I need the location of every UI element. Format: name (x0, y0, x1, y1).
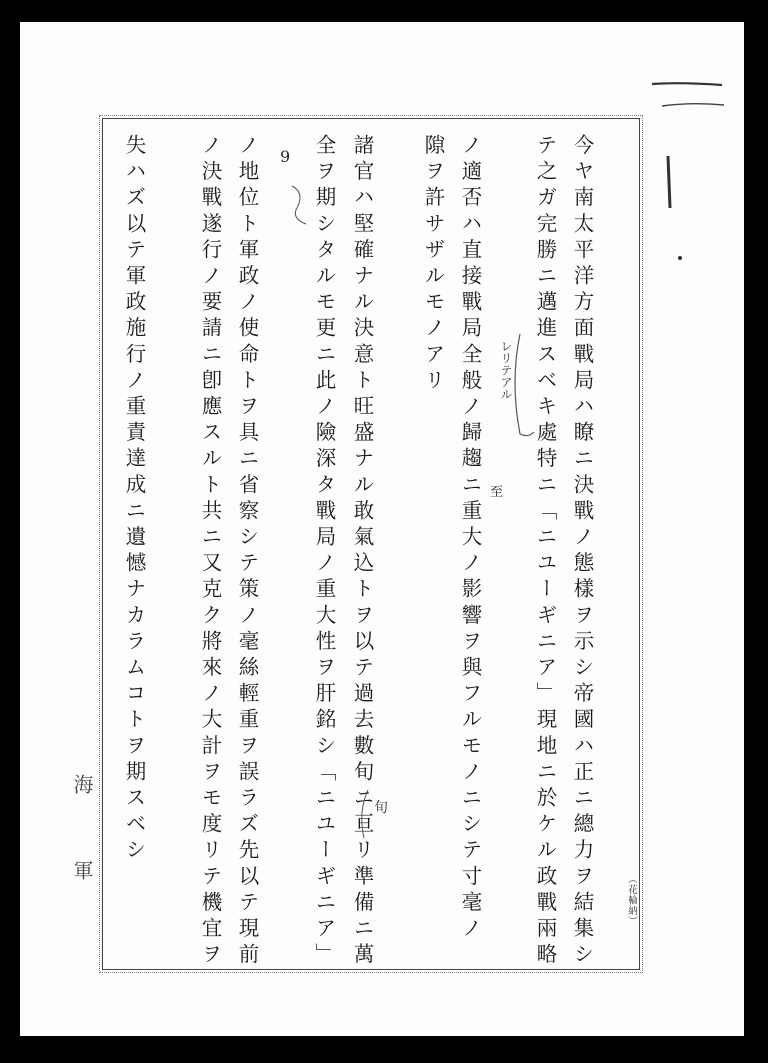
correction-mark: 旬 (374, 800, 388, 816)
inserted-char: 至 (490, 485, 504, 500)
text-column-7: ノ地位ト軍政ノ使命トヲ具ニ省察シテ策ノ毫絲輕重ヲ誤ラズ先以テ現前 (235, 134, 259, 970)
handwritten-annotations (20, 22, 744, 1036)
mark-nine: 9 (280, 147, 291, 166)
document-page (20, 22, 744, 1036)
side-note: （花輪納） (626, 874, 637, 927)
text-column-2: テ之ガ完勝ニ邁進スベキ處特ニ「ニユーギニア」現地ニ於ケル政戰兩略 (533, 134, 557, 970)
text-column-5: 諸官ハ堅確ナル決意ト旺盛ナル敢氣込トヲ以テ過去數旬ニ亘リ準備ニ萬 (350, 134, 374, 970)
text-column-6: 全ヲ期シタルモ更ニ此ノ險深タ戰局ノ重大性ヲ肝銘シ「ニユーギニア」 (312, 134, 336, 970)
margin-gloss: レリテアル (499, 340, 513, 400)
stamp-squiggle (292, 186, 306, 224)
annotation-bracket (515, 334, 534, 436)
gutter-label: 海軍 (70, 774, 94, 946)
text-column-3: ノ適否ハ直接戰局全般ノ歸趨ニ重大ノ影響ヲ與フルモノニシテ寸毫ノ (458, 134, 482, 944)
correction-bracket (362, 790, 368, 838)
text-column-9: 失ハズ以テ軍政施行ノ重責達成ニ遺憾ナカラムコトヲ期スベシ (122, 134, 146, 865)
text-column-4: 隙ヲ許サザルモノアリ (421, 134, 445, 395)
text-column-8: ノ決戰遂行ノ要請ニ卽應スルト共ニ又克ク將來ノ大計ヲモ度リテ機宜ヲ (198, 134, 222, 970)
text-column-1: 今ヤ南太平洋方面戰局ハ瞭ニ決戰ノ態樣ヲ示シ帝國ハ正ニ總力ヲ結集シ (570, 134, 594, 970)
